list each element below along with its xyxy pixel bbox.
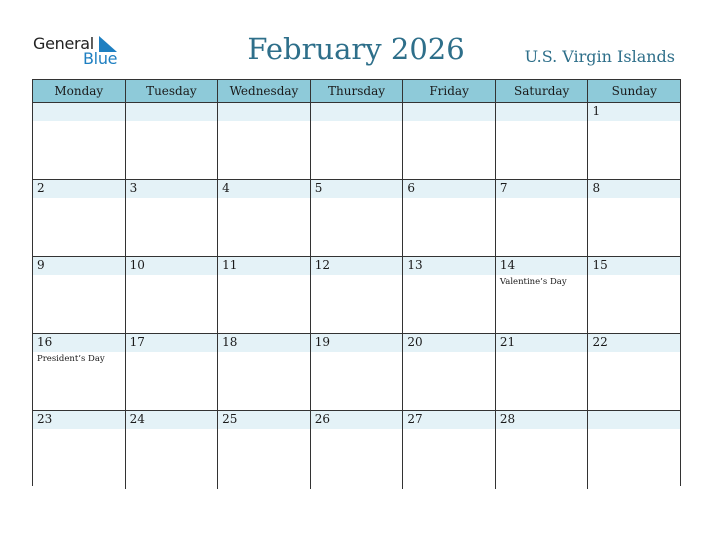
weekday-header: Tuesday <box>126 80 219 102</box>
holiday-label: President’s Day <box>37 354 105 364</box>
weekday-header: Sunday <box>611 84 657 98</box>
day-cell <box>218 103 311 179</box>
day-cell <box>126 257 219 333</box>
day-cell <box>403 103 496 179</box>
day-cell <box>403 180 496 256</box>
day-number: 16 <box>37 335 53 349</box>
day-cell <box>218 334 311 410</box>
day-number: 12 <box>314 258 331 272</box>
day-cell <box>33 103 126 179</box>
day-cell <box>311 180 404 256</box>
day-number: 4 <box>222 181 230 195</box>
day-number: 11 <box>222 258 238 272</box>
weekday-header-row <box>33 80 680 103</box>
day-cell <box>218 257 311 333</box>
day-number: 19 <box>314 335 331 349</box>
day-cell <box>588 103 680 179</box>
day-number: 14 <box>499 258 516 272</box>
week-row <box>33 334 680 411</box>
week-row <box>33 411 680 489</box>
day-number: 20 <box>407 335 423 349</box>
day-number: 22 <box>592 335 608 349</box>
weekday-header: Saturday <box>496 80 589 102</box>
day-number: 21 <box>499 335 516 349</box>
day-cell <box>33 180 126 256</box>
day-number: 26 <box>314 412 331 426</box>
day-cell <box>33 411 126 489</box>
day-cell <box>496 103 589 179</box>
day-cell <box>126 411 219 489</box>
day-number: 2 <box>37 181 45 195</box>
day-number: 10 <box>129 258 145 272</box>
logo-word-general: General <box>33 34 94 53</box>
weekday-header: Thursday <box>311 80 404 102</box>
day-cell <box>126 334 219 410</box>
logo-word-blue: Blue <box>83 49 118 68</box>
day-cell <box>33 334 126 410</box>
day-cell <box>588 180 680 256</box>
day-cell <box>588 411 680 489</box>
week-row <box>33 103 680 180</box>
weekday-header: Monday <box>33 80 126 102</box>
day-cell <box>496 411 589 489</box>
day-cell <box>126 180 219 256</box>
day-cell <box>311 103 404 179</box>
day-cell <box>496 180 589 256</box>
day-cell <box>311 411 404 489</box>
day-cell <box>126 103 219 179</box>
day-number: 28 <box>499 412 516 426</box>
day-cell <box>403 411 496 489</box>
day-number: 5 <box>314 181 323 195</box>
day-number: 8 <box>592 181 601 195</box>
day-number: 15 <box>592 258 608 272</box>
day-number: 23 <box>37 412 53 426</box>
weeks-container <box>33 103 680 489</box>
day-cell <box>403 334 496 410</box>
day-number: 1 <box>592 104 601 118</box>
calendar-title: February 2026 <box>247 32 465 66</box>
day-number: 27 <box>407 412 423 426</box>
day-cell <box>33 257 126 333</box>
day-number: 3 <box>129 181 138 195</box>
day-cell <box>496 334 589 410</box>
week-row <box>33 180 680 257</box>
day-number: 7 <box>499 181 508 195</box>
week-row <box>33 257 680 334</box>
region-label: U.S. Virgin Islands <box>524 47 675 66</box>
day-cell <box>311 334 404 410</box>
day-cell <box>218 180 311 256</box>
weekday-header: Wednesday <box>218 80 311 102</box>
day-number: 18 <box>222 335 238 349</box>
day-number: 9 <box>37 258 45 272</box>
day-cell <box>218 411 311 489</box>
day-cell <box>588 334 680 410</box>
day-cell <box>496 257 589 333</box>
day-number: 13 <box>407 258 423 272</box>
day-number: 24 <box>129 412 145 426</box>
day-cell <box>588 257 680 333</box>
day-number: 17 <box>129 335 145 349</box>
holiday-label: Valentine’s Day <box>499 277 567 287</box>
day-cell <box>403 257 496 333</box>
calendar-grid <box>32 79 681 486</box>
day-cell <box>311 257 404 333</box>
day-number: 25 <box>222 412 238 426</box>
day-number: 6 <box>407 181 415 195</box>
weekday-header: Friday <box>403 80 496 102</box>
